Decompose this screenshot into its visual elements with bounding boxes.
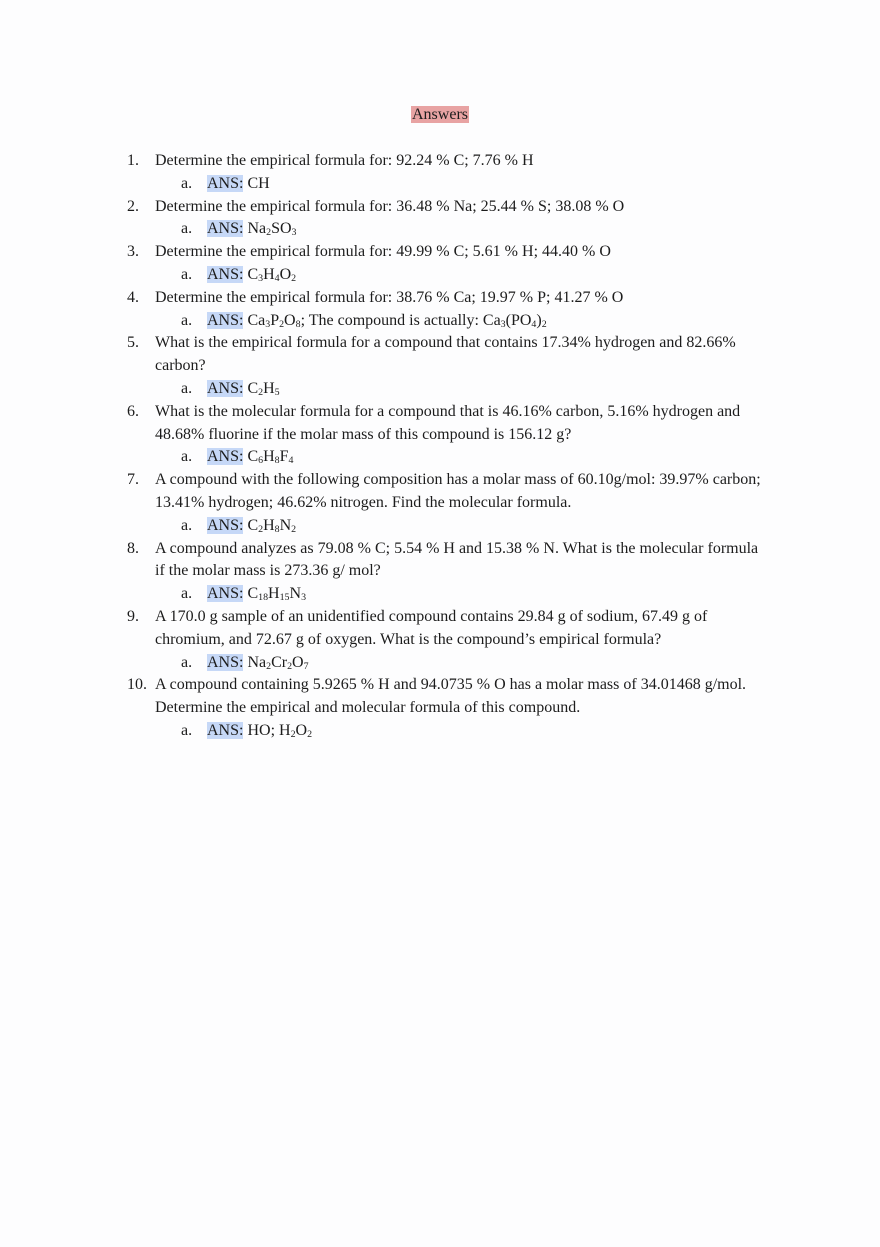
formula-text: (PO — [505, 311, 532, 329]
formula-text: C — [247, 516, 259, 534]
formula-text: N — [279, 516, 292, 534]
question-text: Determine the empirical formula for: 92.24 % C; 7.76 % H — [155, 152, 534, 169]
formula-subscript: 3 — [291, 227, 297, 239]
formula-subscript: 8 — [274, 455, 280, 467]
formula-text: P — [270, 311, 280, 329]
answer-letter: a. — [181, 721, 193, 739]
answer-line — [0, 583, 880, 606]
formula-text: O — [292, 653, 304, 671]
page-title-text: Answers — [412, 106, 468, 123]
answer-letter: a. — [181, 585, 193, 603]
formula-text: O — [284, 311, 296, 329]
formula-subscript: 4 — [288, 455, 294, 467]
answer-prefix-highlight: ANS: — [207, 653, 244, 671]
formula-subscript: 3 — [265, 318, 271, 330]
formula-subscript: 2 — [291, 523, 297, 535]
formula-subscript: 4 — [531, 318, 537, 330]
question-list — [0, 150, 880, 743]
formula-text: C — [247, 379, 259, 397]
formula-subscript: 2 — [266, 660, 272, 672]
answer-prefix-highlight: ANS: — [207, 379, 244, 397]
answer-prefix-highlight: ANS: — [207, 516, 244, 534]
formula-text: C — [247, 448, 259, 466]
formula-subscript: 5 — [274, 387, 280, 399]
formula-subscript: 2 — [291, 273, 297, 285]
formula-subscript: 18 — [258, 592, 269, 604]
answer-letter: a. — [181, 448, 193, 466]
answer-letter: a. — [181, 653, 193, 671]
question-number: 9. — [127, 607, 139, 625]
formula-text: HO; H — [247, 721, 291, 739]
question-item — [0, 150, 880, 196]
answer-prefix-highlight: ANS: — [207, 311, 244, 329]
answer-body — [207, 652, 309, 675]
question-text: A compound with the following composition has a molar mass of 60.10g/mol: 39.97% carbon; 13.41% hydrogen; 46.62% nitrogen. Find the molecular formula. — [155, 471, 761, 511]
formula-subscript: 3 — [258, 273, 264, 285]
question-item — [0, 469, 880, 537]
question-text: A 170.0 g sample of an unidentified compound contains 29.84 g of sodium, 67.49 g of chromium, and 72.67 g of oxygen. What is the compound’s empirical formula? — [155, 607, 708, 648]
question-number: 3. — [127, 243, 139, 261]
answer-letter: a. — [181, 265, 193, 283]
answer-prefix-highlight: ANS: — [207, 220, 244, 238]
formula-subscript: 4 — [274, 273, 280, 285]
answer-formula — [247, 585, 306, 602]
answer-body — [207, 515, 296, 538]
answer-line — [0, 652, 880, 675]
answer-body — [207, 446, 293, 469]
question-number: 1. — [127, 152, 139, 169]
answer-formula — [247, 448, 293, 465]
formula-text: Ca — [247, 311, 266, 329]
formula-text: F — [279, 448, 289, 466]
question-number: 4. — [127, 288, 139, 306]
answer-prefix-highlight: ANS: — [207, 585, 244, 603]
answer-letter: a. — [181, 311, 193, 329]
answer-formula — [247, 266, 296, 283]
formula-subscript: 7 — [303, 660, 309, 672]
formula-subscript: 8 — [295, 318, 301, 330]
answer-body — [207, 583, 306, 606]
question-item — [0, 538, 880, 606]
answer-body — [207, 218, 296, 241]
formula-text: H — [263, 265, 275, 283]
answer-body — [207, 173, 270, 196]
question-number: 8. — [127, 539, 139, 557]
question-text: What is the molecular formula for a compound that is 46.16% carbon, 5.16% hydrogen and 48.68% fluorine if the molar mass of this compound is 156.12 g? — [155, 402, 741, 443]
question-number: 5. — [127, 334, 139, 352]
formula-text: O — [279, 265, 292, 283]
formula-text: Na — [247, 653, 267, 671]
question-number: 7. — [127, 471, 139, 489]
formula-text: SO — [271, 220, 292, 238]
question-number: 10. — [127, 676, 147, 694]
question-item — [0, 332, 880, 400]
question-item — [0, 196, 880, 242]
question-item — [0, 401, 880, 469]
formula-text: Na — [247, 220, 267, 238]
page-title — [0, 104, 880, 126]
answer-letter: a. — [181, 516, 193, 534]
formula-subscript: 2 — [279, 318, 285, 330]
formula-subscript: 3 — [500, 318, 506, 330]
answer-line — [0, 720, 880, 743]
answer-prefix-highlight: ANS: — [207, 174, 244, 192]
formula-subscript: 2 — [541, 318, 547, 330]
formula-text: H — [263, 448, 275, 466]
question-text: Determine the empirical formula for: 38.76 % Ca; 19.97 % P; 41.27 % O — [155, 288, 624, 306]
formula-subscript: 2 — [287, 660, 293, 672]
formula-text: C — [247, 265, 259, 283]
formula-subscript: 15 — [279, 592, 290, 604]
formula-subscript: 2 — [258, 523, 264, 535]
question-item — [0, 287, 880, 333]
question-item — [0, 674, 880, 742]
formula-text: CH — [247, 174, 270, 192]
answer-letter: a. — [181, 174, 193, 192]
question-text: A compound analyzes as 79.08 % C; 5.54 % H and 15.38 % N. What is the molecular formula if the molar mass is 273.36 g/ mol? — [155, 539, 759, 580]
formula-subscript: 6 — [258, 455, 264, 467]
formula-text: C — [247, 585, 259, 603]
formula-subscript: 2 — [266, 227, 272, 239]
formula-text: ; The compound is actually: Ca — [300, 311, 501, 329]
formula-subscript: 8 — [274, 523, 280, 535]
question-item — [0, 606, 880, 674]
answer-line — [0, 264, 880, 287]
answer-formula — [247, 312, 546, 329]
answer-body — [207, 378, 280, 401]
formula-subscript: 3 — [301, 592, 307, 604]
answer-formula — [247, 220, 296, 237]
answer-prefix-highlight: ANS: — [207, 265, 244, 283]
question-number: 2. — [127, 197, 139, 215]
answer-line — [0, 378, 880, 401]
answer-line — [0, 515, 880, 538]
answer-body — [207, 310, 547, 333]
answer-body — [207, 720, 312, 743]
formula-text: H — [268, 585, 280, 603]
answer-letter: a. — [181, 379, 193, 397]
answer-body — [207, 264, 296, 287]
formula-subscript: 2 — [258, 387, 264, 399]
formula-text: H — [263, 379, 275, 397]
formula-subscript: 2 — [290, 729, 296, 741]
answer-formula — [247, 517, 296, 534]
question-text: What is the empirical formula for a compound that contains 17.34% hydrogen and 82.66% carbon? — [155, 334, 736, 375]
formula-text: N — [289, 585, 302, 603]
answer-letter: a. — [181, 220, 193, 238]
question-text: A compound containing 5.9265 % H and 94.0735 % O has a molar mass of 34.01468 g/mol. Determine the empirical and molecular formula of this compound. — [155, 676, 747, 717]
answer-formula — [247, 380, 279, 397]
question-text: Determine the empirical formula for: 36.48 % Na; 25.44 % S; 38.08 % O — [155, 197, 625, 215]
answer-prefix-highlight: ANS: — [207, 448, 244, 466]
answer-line — [0, 446, 880, 469]
answer-prefix-highlight: ANS: — [207, 721, 244, 739]
question-number: 6. — [127, 402, 139, 420]
formula-subscript: 2 — [307, 729, 313, 741]
question-item — [0, 241, 880, 287]
answer-formula — [247, 175, 269, 192]
answer-line — [0, 218, 880, 241]
question-text: Determine the empirical formula for: 49.99 % C; 5.61 % H; 44.40 % O — [155, 243, 611, 261]
answer-line — [0, 310, 880, 333]
answer-formula — [247, 722, 312, 739]
answer-formula — [247, 654, 308, 671]
answer-line — [0, 173, 880, 196]
formula-text: H — [263, 516, 275, 534]
formula-text: O — [295, 721, 308, 739]
formula-text: Cr — [271, 653, 288, 671]
formula-text: ) — [536, 311, 542, 329]
